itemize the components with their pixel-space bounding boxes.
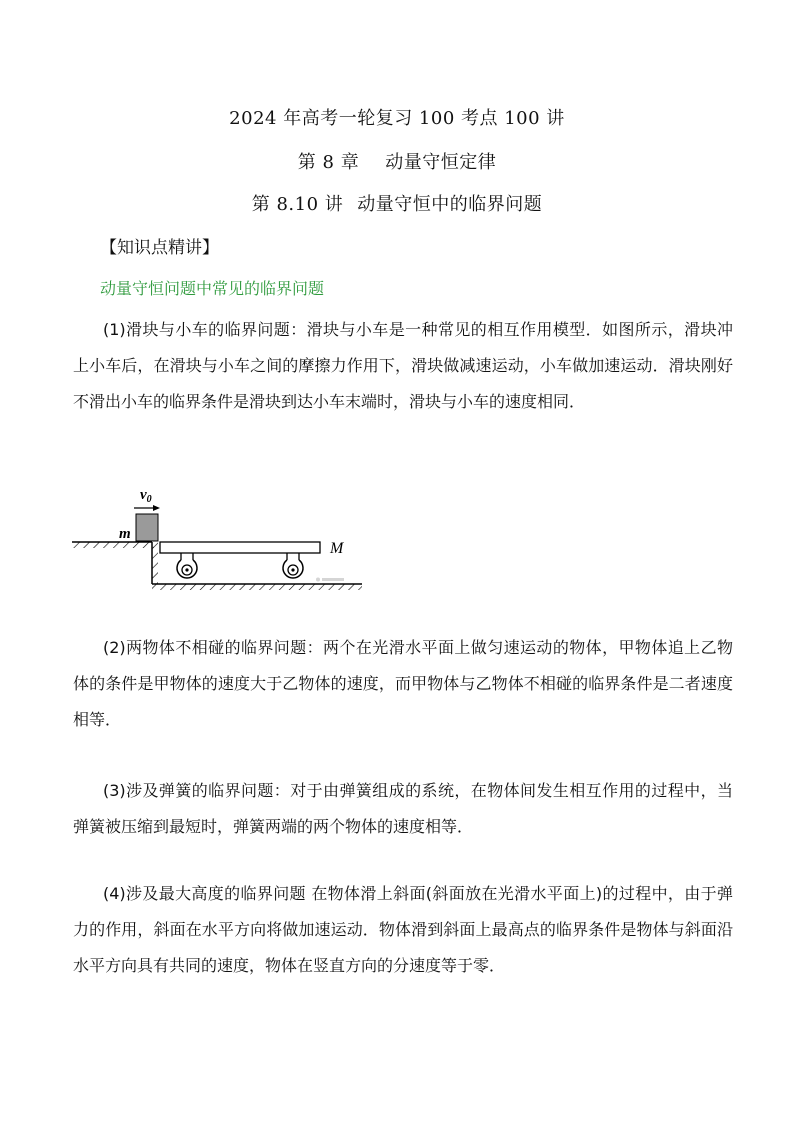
lecture-number: 第 8.10 讲 xyxy=(251,194,344,215)
cart-wheel-left xyxy=(177,553,197,578)
paragraph-2 xyxy=(73,630,733,738)
velocity-arrow xyxy=(134,505,160,511)
paragraph-3 xyxy=(73,773,733,845)
paragraph-1-text: (1)滑块与小车的临界问题：滑块与小车是一种常见的相互作用模型．如图所示，滑块冲上小车后，在滑块与小车之间的摩擦力作用下，滑块做减速运动，小车做加速运动．滑块刚好不滑出小车的临界条件是滑块到达小车末端时，滑块与小车的速度相同． xyxy=(73,320,733,411)
cart-board xyxy=(160,542,320,553)
upper-ground xyxy=(72,542,154,548)
section-subheading: 动量守恒问题中常见的临界问题 xyxy=(100,279,325,298)
block-m xyxy=(136,514,158,541)
cart-wheel-right xyxy=(283,553,303,578)
paragraph-4 xyxy=(73,876,733,984)
paragraph-1 xyxy=(73,312,733,420)
block-on-cart-figure xyxy=(72,480,372,600)
paragraph-4-text: (4)涉及最大高度的临界问题 在物体滑上斜面(斜面放在光滑水平面上)的过程中，由于弹力的作用，斜面在水平方向将做加速运动．物体滑到斜面上最高点的临界条件是物体与斜面沿水平方向具有共同的速度，物体在竖直方向的分速度等于零． xyxy=(73,884,733,975)
lecture-heading xyxy=(0,190,794,216)
watermark-mark xyxy=(316,578,344,582)
paragraph-2-text: (2)两物体不相碰的临界问题：两个在光滑水平面上做匀速运动的物体，甲物体追上乙物体的条件是甲物体的速度大于乙物体的速度，而甲物体与乙物体不相碰的临界条件是二者速度相等． xyxy=(73,638,733,729)
lecture-title: 动量守恒中的临界问题 xyxy=(357,194,543,215)
velocity-label: $v_0$ xyxy=(140,487,152,505)
step-wall xyxy=(152,542,158,584)
cart-label: M xyxy=(330,540,344,557)
lower-ground xyxy=(152,584,362,590)
chapter-number: 第 8 章 xyxy=(297,152,360,173)
section-heading: 【知识点精讲】 xyxy=(100,238,219,258)
paragraph-3-text: (3)涉及弹簧的临界问题：对于由弹簧组成的系统，在物体间发生相互作用的过程中，当弹簧被压缩到最短时，弹簧两端的两个物体的速度相等． xyxy=(73,781,733,836)
document-title: 2024 年高考一轮复习 100 考点 100 讲 xyxy=(229,108,565,129)
chapter-heading xyxy=(0,148,794,174)
block-label: m xyxy=(119,526,131,542)
chapter-title: 动量守恒定律 xyxy=(385,152,497,173)
